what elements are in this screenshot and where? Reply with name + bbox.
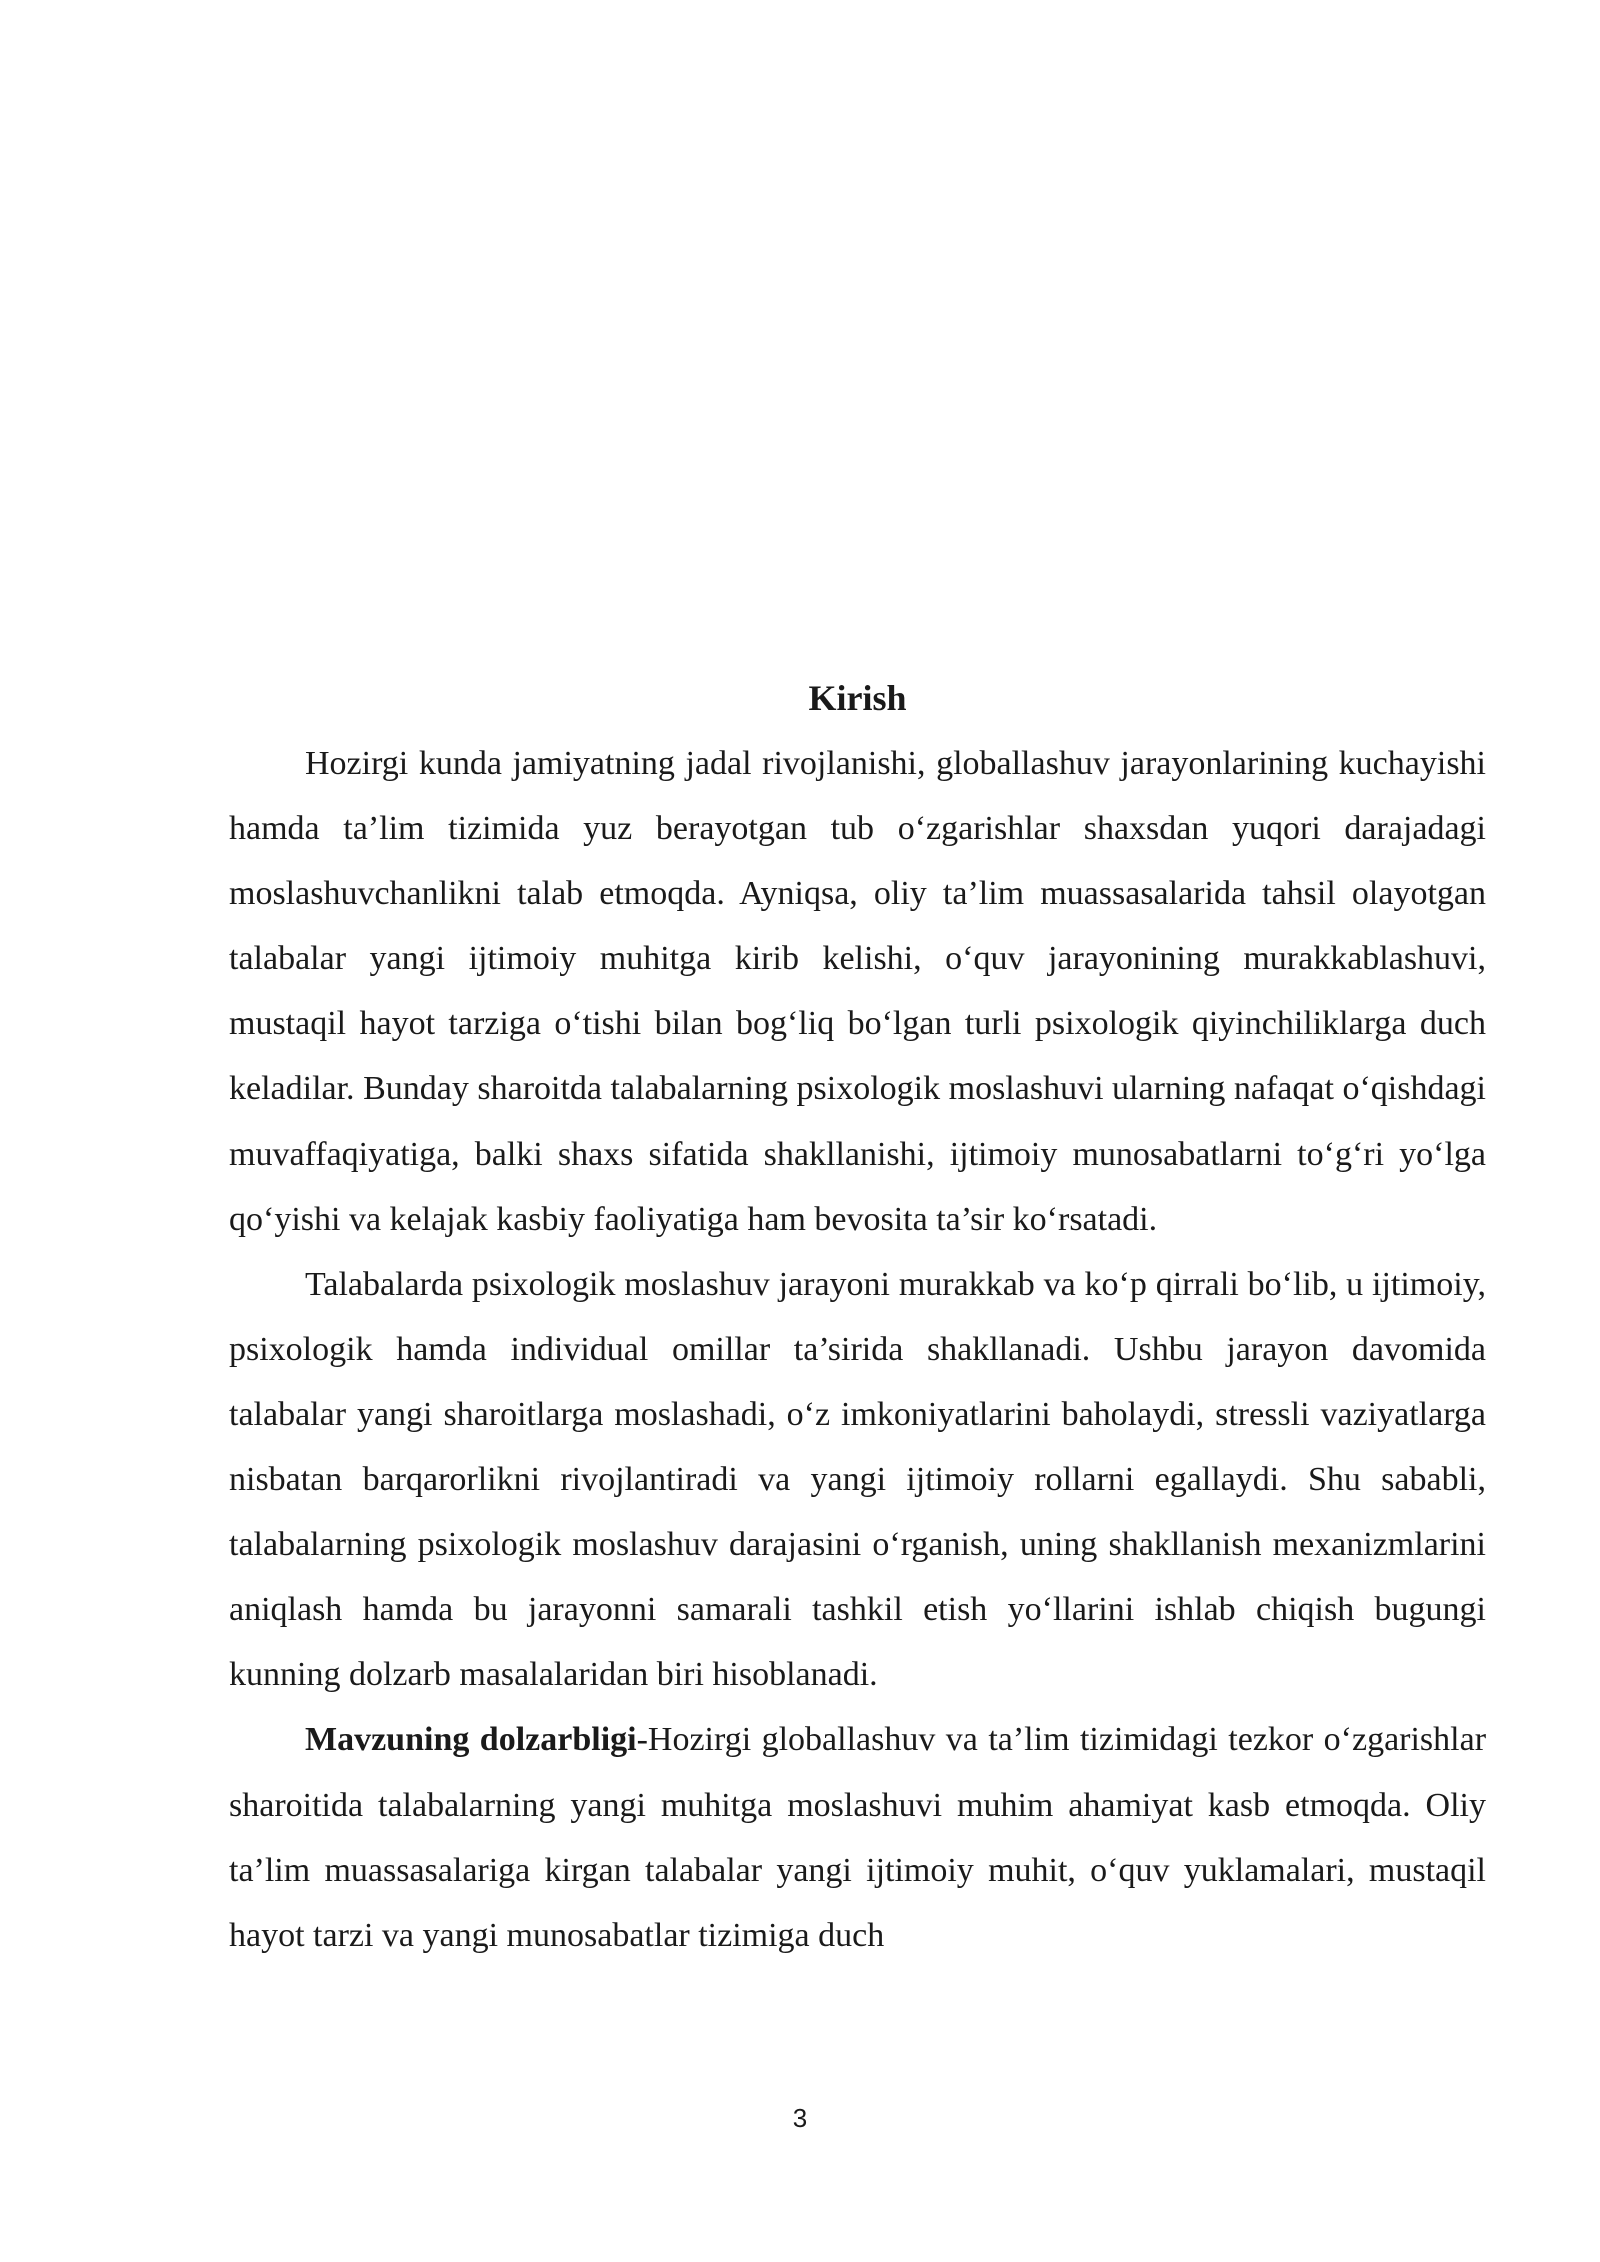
paragraph-relevance (229, 1707, 1486, 1967)
page-number: 3 (792, 2103, 808, 2133)
page-content (229, 666, 1486, 1968)
paragraph-adaptation-process: Talabalarda psixologik moslashuv jarayoni murakkab va ko‘p qirrali bo‘lib, u ijtimoiy, psixologik hamda individual omillar ta’sirida shakllanadi. Ushbu jarayon davomida talabalar yangi sharoitlarga moslashadi, o‘z imkoniyatlarini baholaydi, stressli vaziyatlarga nisbatan barqarorlikni rivojlantiradi va yangi ijtimoiy rollarni egallaydi. Shu sababli, talabalarning psixologik moslashuv darajasini o‘rganish, uning shakllanish mexanizmlarini aniqlash hamda bu jarayonni samarali tashkil etish yo‘llarini ishlab chiqish bugungi kunning dolzarb masalalaridan biri hisoblanadi. (229, 1265, 1486, 1694)
paragraph-introduction: Hozirgi kunda jamiyatning jadal rivojlanishi, globallashuv jarayonlarining kuchayishi hamda ta’lim tizimida yuz berayotgan tub o‘zgarishlar shaxsdan yuqori darajadagi moslashuvchanlikni talab etmoqda. Ayniqsa, oliy ta’lim muassasalarida tahsil olayotgan talabalar yangi ijtimoiy muhitga kirib kelishi, o‘quv jarayonining murakkablashuvi, mustaqil hayot tarziga o‘tishi bilan bog‘liq bo‘lgan turli psixologik qiyinchiliklarga duch keladilar. Bunday sharoitda talabalarning psixologik moslashuvi ularning nafaqat o‘qishdagi muvaffaqiyatiga, balki shaxs sifatida shakllanishi, ijtimoiy munosabatlarni to‘g‘ri yo‘lga qo‘yishi va kelajak kasbiy faoliyatiga ham bevosita ta’sir ko‘rsatadi. (229, 745, 1486, 1238)
section-heading: Kirish (808, 678, 907, 718)
relevance-text: -Hozirgi globallashuv va ta’lim tizimidagi tezkor o‘zgarishlar sharoitida talabalarning yangi muhitga moslashuvi muhim ahamiyat kasb etmoqda. Oliy ta’lim muassasalariga kirgan talabalar yangi ijtimoiy muhit, o‘quv yuklamalari, mustaqil hayot tarzi va yangi munosabatlar tizimiga duch (229, 1721, 1487, 1954)
relevance-label: Mavzuning dolzarbligi (305, 1721, 637, 1759)
